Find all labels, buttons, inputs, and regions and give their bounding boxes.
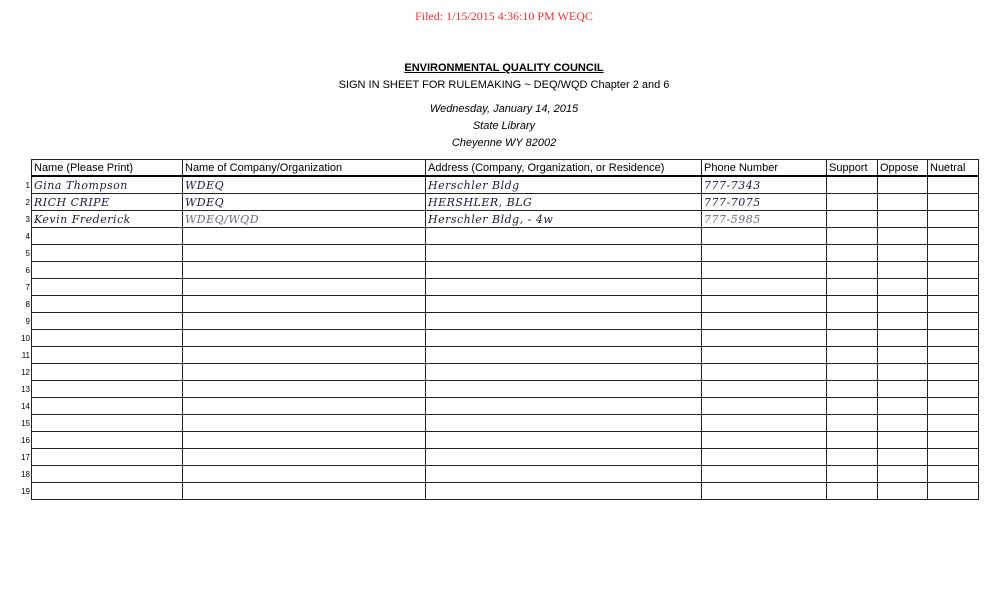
filed-stamp: Filed: 1/15/2015 4:36:10 PM WEQC — [415, 9, 593, 23]
row-number: 11 — [21, 351, 30, 360]
table-row — [32, 245, 979, 262]
row-numbers — [14, 177, 30, 500]
col-header-address: Address (Company, Organization, or Residence) — [426, 160, 702, 177]
row-number: 6 — [25, 266, 30, 275]
table-row — [32, 194, 979, 211]
row-number: 9 — [25, 317, 30, 326]
table-row — [32, 415, 979, 432]
table-row — [32, 483, 979, 500]
col-header-name: Name (Please Print) — [32, 160, 183, 177]
entry-address: Herschler Bldg — [426, 176, 702, 194]
entry-neutral — [928, 176, 979, 194]
row-number: 19 — [21, 487, 30, 496]
row-number: 8 — [25, 300, 30, 309]
col-header-oppose: Oppose — [878, 160, 928, 177]
entry-support — [827, 211, 878, 228]
row-number: 1 — [25, 181, 30, 190]
entry-address: Herschler Bldg, - 4w — [426, 211, 702, 228]
entry-company: WDEQ/WQD — [183, 211, 426, 228]
meeting-city: Cheyenne WY 82002 — [451, 137, 557, 149]
entry-oppose — [878, 211, 928, 228]
entry-neutral — [928, 211, 979, 228]
entry-neutral — [928, 194, 979, 211]
row-number: 3 — [25, 215, 30, 224]
entry-oppose — [878, 176, 928, 194]
row-number: 16 — [21, 436, 30, 445]
entry-support — [827, 194, 878, 211]
row-number: 18 — [21, 470, 30, 479]
row-number: 14 — [21, 402, 30, 411]
row-number: 7 — [25, 283, 30, 292]
table-row — [32, 262, 979, 279]
entry-company: WDEQ — [183, 194, 426, 211]
row-number: 4 — [25, 232, 30, 241]
table-row — [32, 432, 979, 449]
table-row — [32, 364, 979, 381]
table-row — [32, 313, 979, 330]
table-header-row — [32, 160, 979, 177]
table-row — [32, 176, 979, 194]
table-row — [32, 381, 979, 398]
meeting-location: State Library — [472, 120, 536, 132]
table-row — [32, 211, 979, 228]
col-header-phone: Phone Number — [702, 160, 827, 177]
row-number: 12 — [21, 368, 30, 377]
row-number: 15 — [21, 419, 30, 428]
sign-in-table — [31, 159, 979, 500]
entry-name: Gina Thompson — [32, 176, 183, 194]
council-title: ENVIRONMENTAL QUALITY COUNCIL — [404, 62, 604, 74]
row-number: 5 — [25, 249, 30, 258]
entry-oppose — [878, 194, 928, 211]
table-row — [32, 296, 979, 313]
table-row — [32, 228, 979, 245]
col-header-company: Name of Company/Organization — [183, 160, 426, 177]
sheet-subtitle: SIGN IN SHEET FOR RULEMAKING ~ DEQ/WQD Chapter 2 and 6 — [338, 79, 670, 91]
table-row — [32, 466, 979, 483]
entry-phone: 777-7075 — [702, 194, 827, 211]
entry-name: Kevin Frederick — [32, 211, 183, 228]
entry-phone: 777-5985 — [702, 211, 827, 228]
row-number: 2 — [25, 198, 30, 207]
col-header-neutral: Nuetral — [928, 160, 979, 177]
table-row — [32, 330, 979, 347]
entry-support — [827, 176, 878, 194]
meeting-date: Wednesday, January 14, 2015 — [429, 103, 579, 115]
row-number: 13 — [21, 385, 30, 394]
entry-company: WDEQ — [183, 176, 426, 194]
row-number: 17 — [21, 453, 30, 462]
table-row — [32, 347, 979, 364]
entry-address: HERSHLER, BLG — [426, 194, 702, 211]
row-number: 10 — [21, 334, 30, 343]
table-row — [32, 398, 979, 415]
table-row — [32, 279, 979, 296]
entry-phone: 777-7343 — [702, 176, 827, 194]
table-row — [32, 449, 979, 466]
entry-name: RICH CRIPE — [32, 194, 183, 211]
col-header-support: Support — [827, 160, 878, 177]
